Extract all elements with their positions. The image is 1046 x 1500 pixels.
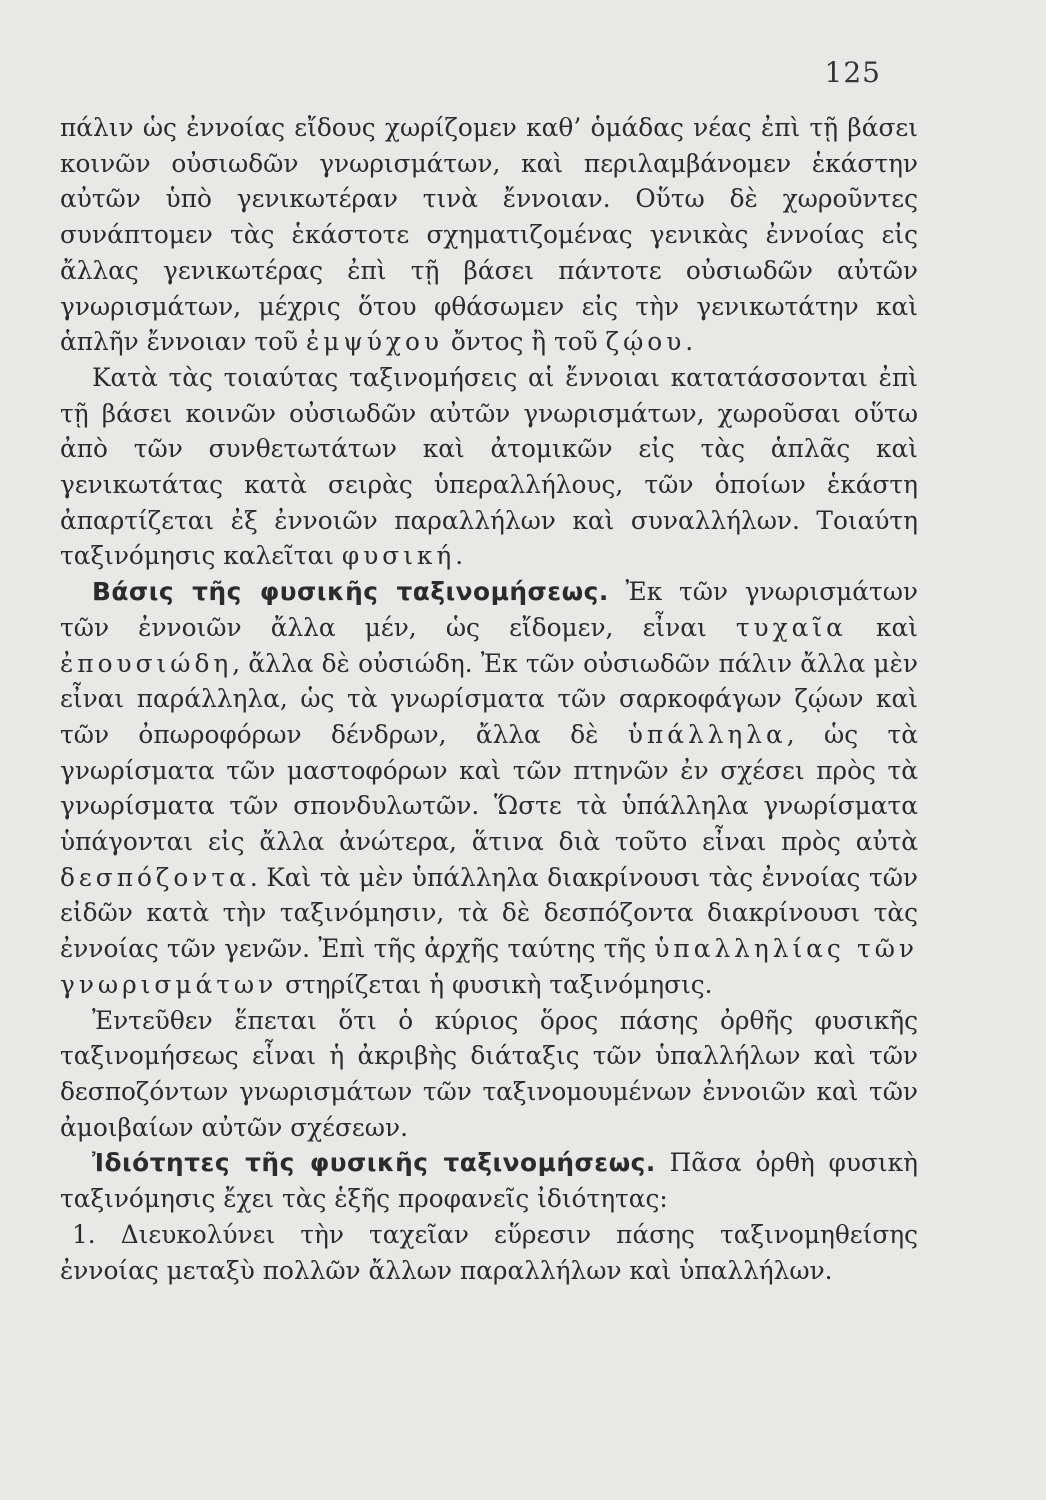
paragraph-3-emphasis-1: τυχαῖα bbox=[735, 612, 847, 642]
paragraph-3-emphasis-5: ὑπαλληλίας τῶν γνωρισμάτων bbox=[60, 934, 918, 999]
paragraph-5 bbox=[60, 1145, 918, 1216]
section-heading-properties: Ἰδιότητες τῆς φυσικῆς ταξινομήσεως. bbox=[92, 1148, 656, 1178]
paragraph-3-text-1: Ἐκ τῶν γνωρισμάτων τῶν ἐννοιῶν ἄλλα μέν, ὡς εἴδομεν, εἶναι bbox=[60, 577, 918, 642]
paragraph-1 bbox=[60, 110, 918, 360]
paragraph-2 bbox=[60, 360, 918, 574]
section-heading-basis: Βάσις τῆς φυσικῆς ταξινομήσεως. bbox=[92, 577, 609, 607]
page-number: 125 bbox=[824, 56, 881, 89]
paragraph-4-text: Ἐντεῦθεν ἕπεται ὅτι ὁ κύριος ὅρος πάσης ὀρθῆς φυσικῆς ταξινομήσεως εἶναι ἡ ἀκριβὴς διάταξις τῶν ὑπαλλήλων καὶ τῶν δεσποζόντων γνωρισμάτων τῶν ταξινομουμένων ἐννοιῶν καὶ τῶν ἀμοιβαίων αὐτῶν σχέσεων. bbox=[60, 1005, 918, 1142]
paragraph-2-emphasis: φυσική bbox=[341, 541, 456, 571]
body-text bbox=[60, 110, 918, 1288]
paragraph-3-text-5: . Καὶ τὰ μὲν ὑπάλληλα διακρίνουσι τὰς ἐννοίας τῶν εἰδῶν κατὰ τὴν ταξινόμησιν, τὰ δὲ δεσπόζοντα διακρίνουσι τὰς ἐννοίας τῶν γενῶν. Ἐπὶ τῆς ἀρχῆς ταύτης τῆς bbox=[60, 862, 918, 964]
paragraph-3-text-3: , ἄλλα δὲ οὐσιώδη. Ἐκ τῶν οὐσιωδῶν πάλιν ἄλλα μὲν εἶναι παράλληλα, ὡς τὰ γνωρίσματα τῶν σαρκοφάγων ζῴων καὶ τῶν ὀπωροφόρων δένδρων, ἄλλα δὲ bbox=[60, 648, 918, 749]
paragraph-3-text-2: καὶ bbox=[846, 612, 918, 642]
paragraph-3-emphasis-3: ὑπάλληλα bbox=[627, 719, 787, 749]
paragraph-1-middle: ὄντος ἢ τοῦ bbox=[442, 327, 606, 357]
paragraph-1-text: πάλιν ὡς ἐννοίας εἴδους χωρίζομεν καθ’ ὁμάδας νέας ἐπὶ τῇ βάσει κοινῶν οὐσιωδῶν γνωρισμάτων, καὶ περιλαμβάνομεν ἑκάστην αὐτῶν ὑπὸ γενικωτέραν τινὰ ἔννοιαν. Οὕτω δὲ χωροῦντες συνάπτομεν τὰς ἑκάστοτε σχηματιζομένας γενικὰς ἐννοίας εἰς ἄλλας γενικωτέρας ἐπὶ τῇ βάσει πάντοτε οὐσιωδῶν αὐτῶν γνωρισμάτων, μέχρις ὅτου φθάσωμεν εἰς τὴν γενικωτάτην καὶ ἁπλῆν ἔννοιαν τοῦ bbox=[60, 113, 918, 357]
paragraph-3-emphasis-2: ἐπουσιώδη bbox=[60, 648, 233, 678]
paragraph-1-emphasis-1: ἐμψύχου bbox=[305, 327, 443, 357]
paragraph-3-emphasis-4: δεσπόζοντα bbox=[60, 862, 250, 892]
paragraph-3 bbox=[60, 574, 918, 1002]
paragraph-3-text-6: στηρίζεται ἡ φυσικὴ ταξινόμησις. bbox=[277, 969, 713, 999]
paragraph-2-end: . bbox=[455, 541, 464, 571]
list-item-1-text: 1. Διευκολύνει τὴν ταχεῖαν εὕρεσιν πάσης ταξινομηθείσης ἐννοίας μεταξὺ πολλῶν ἄλλων παραλλήλων καὶ ὑπαλλήλων. bbox=[60, 1219, 918, 1285]
paragraph-3-text-4: , ὡς τὰ γνωρίσματα τῶν μαστοφόρων καὶ τῶν πτηνῶν ἐν σχέσει πρὸς τὰ γνωρίσματα τῶν σπονδυλωτῶν. Ὥστε τὰ ὑπάλληλα γνωρίσματα ὑπάγονται εἰς ἄλλα ἀνώτερα, ἅτινα διὰ τοῦτο εἶναι πρὸς αὐτὰ bbox=[60, 719, 919, 857]
list-item-1 bbox=[60, 1217, 918, 1288]
paragraph-1-end: . bbox=[685, 327, 694, 357]
paragraph-2-text: Κατὰ τὰς τοιαύτας ταξινομήσεις αἱ ἔννοιαι κατατάσσονται ἐπὶ τῇ βάσει κοινῶν οὐσιωδῶν αὐτῶν γνωρισμάτων, χωροῦσαι οὕτω ἀπὸ τῶν συνθετωτάτων καὶ ἀτομικῶν εἰς τὰς ἁπλᾶς καὶ γενικωτάτας κατὰ σειρὰς ὑπεραλλήλους, τῶν ὁποίων ἑκάστη ἀπαρτίζεται ἐξ ἐννοιῶν παραλλήλων καὶ συναλλήλων. Τοιαύτη ταξινόμησις καλεῖται bbox=[60, 362, 918, 571]
paragraph-5-text: Πᾶσα ὀρθὴ φυσικὴ ταξινόμησις ἔχει τὰς ἑξῆς προφανεῖς ἰδιότητας: bbox=[60, 1148, 918, 1214]
paragraph-1-emphasis-2: ζῴου bbox=[605, 327, 686, 357]
paragraph-4 bbox=[60, 1003, 918, 1146]
